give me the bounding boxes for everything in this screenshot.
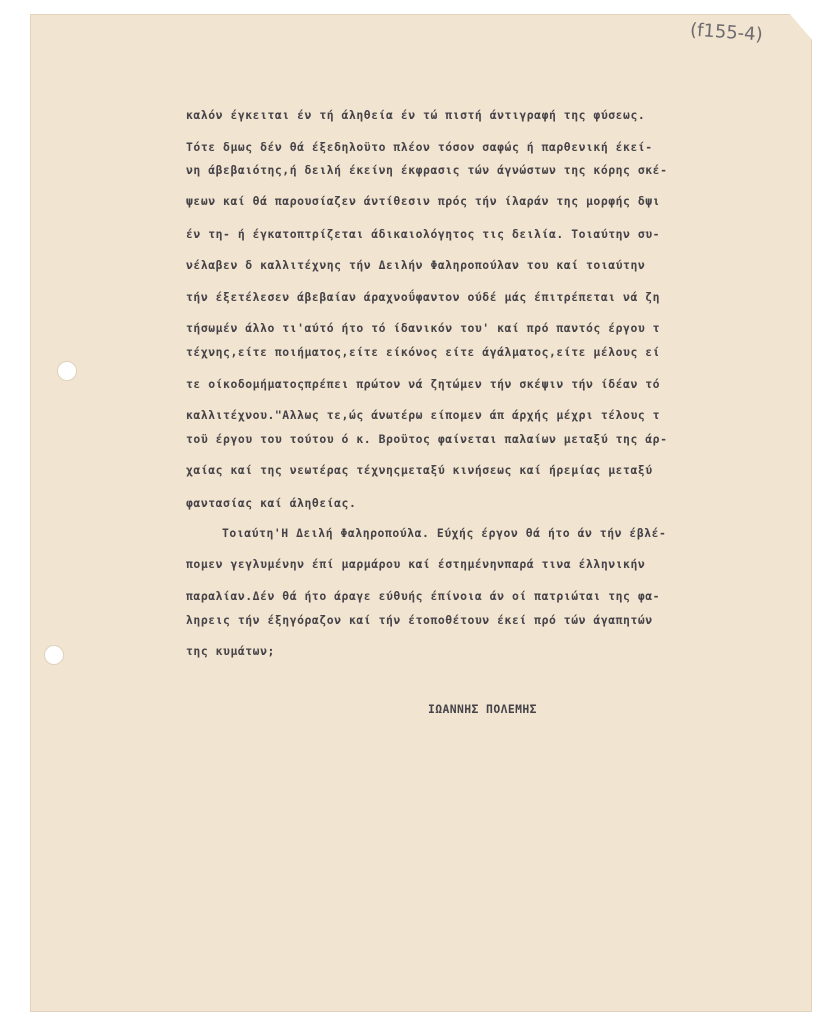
text-line: πομεν γεγλυμένην έπί μαρμάρου καί έστημένηνπαρά τινα έλληνικήν <box>186 557 646 571</box>
text-line: τέχνης,είτε ποιήματος,είτε είκόνος είτε άγάλματος,είτε μέλους εί <box>186 345 661 359</box>
author-signature: ΙΩΑΝΝΗΣ ΠΟΛΕΜΗΣ <box>428 702 537 716</box>
text-line: καλλιτέχνου."Αλλως τε,ώς άνωτέρω είπομεν άπ άρχής μέχρι τέλους τ <box>186 408 661 422</box>
text-line: ψεων καί θά παρουσίαζεν άντίθεσιν πρός τήν ίλαράν της μορφής δψι <box>186 194 661 208</box>
text-line: ληρεις τήν έξηγόραζον καί τήν έτοποθέτουν έκεί πρό τών άγαπητών <box>186 613 653 627</box>
text-line: τε οίκοδομήματοςπρέπει πρώτον νά ζητώμεν τήν σκέψιν τήν ίδέαν τό <box>186 377 661 391</box>
text-line: χαίας καί της νεωτέρας τέχνηςμεταξύ κινήσεως καί ήρεμίας μεταξύ <box>186 463 653 477</box>
text-line: παραλίαν.Δέν θά ήτο άραγε εύθυής έπίνοια άν οί πατριώται της φα- <box>186 589 661 603</box>
archive-reference: (f155-4) <box>689 19 764 46</box>
text-line: τήσωμέν άλλο τι'αύτό ήτο τό ίδανικόν του' καί πρό παντός έργου τ <box>186 321 661 335</box>
text-line: τοϋ έργου του τούτου ό κ. Βροϋτος φαίνεται παλαίων μεταξύ της άρ- <box>186 432 668 446</box>
text-line: τήν έξετέλεσεν άβεβαίαν άραχνοΰφαντον ούδέ μάς έπιτρέπεται νά ζη <box>186 290 661 304</box>
text-line: καλόν έγκειται έν τή άληθεία έν τώ πιστή άντιγραφή της φύσεως. <box>186 108 646 122</box>
text-line: Τότε δμως δέν θά έξεδηλοϋτο πλέον τόσον σαφώς ή παρθενική έκεί- <box>186 140 653 154</box>
text-line: της κυμάτων; <box>186 644 275 658</box>
text-line: νη άβεβαιότης,ή δειλή έκείνη έκφρασις τών άγνώστων της κόρης σκέ- <box>186 163 668 177</box>
text-line: νέλαβεν δ καλλιτέχνης τήν Δειλήν Φαληροπούλαν του καί τοιαύτην <box>186 258 646 272</box>
text-line: έν τη- ή έγκατοπτρίζεται άδικαιολόγητος τις δειλία. Τοιαύτην συ- <box>186 227 661 241</box>
text-line: Τοιαύτη'Η Δειλή Φαληροπούλα. Εύχής έργον θά ήτο άν τήν έβλέ- <box>222 526 667 540</box>
text-line: φαντασίας καί άληθείας. <box>186 496 357 510</box>
